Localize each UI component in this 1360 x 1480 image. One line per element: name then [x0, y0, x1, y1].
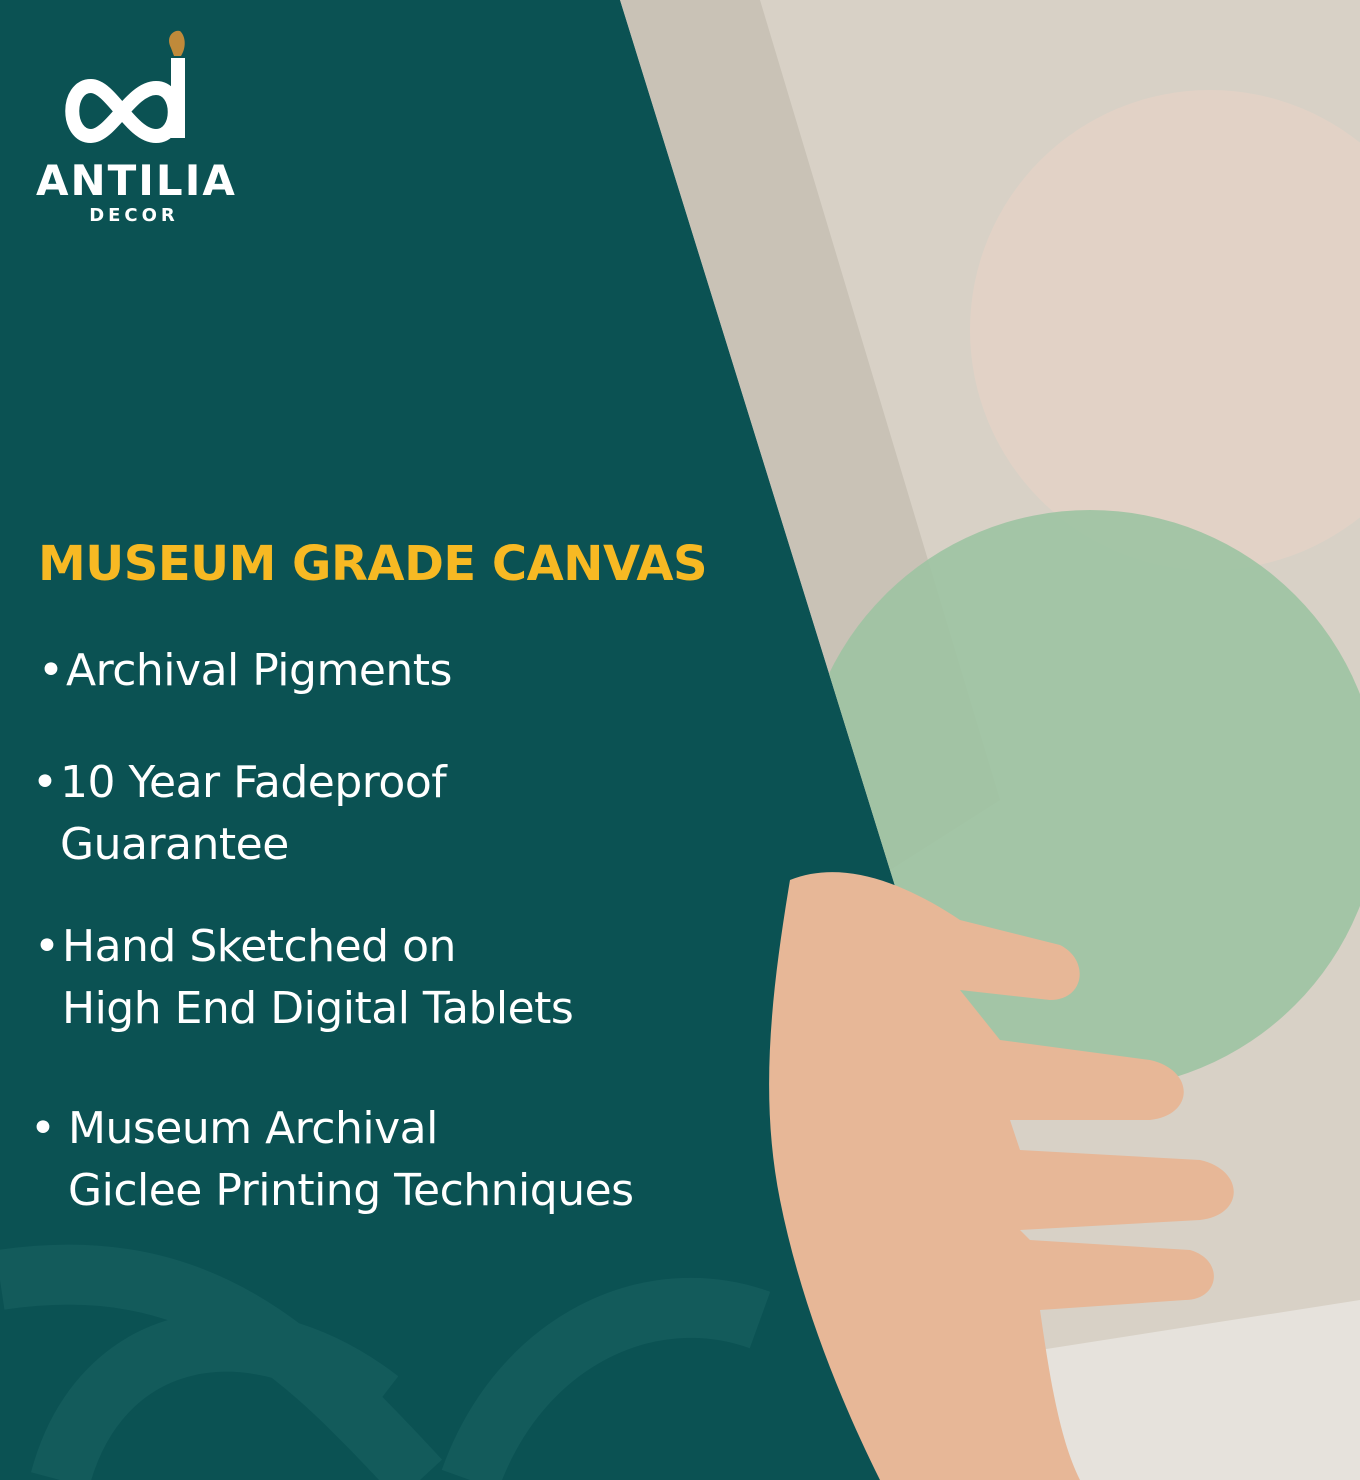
bullet-line: Guarantee — [60, 819, 289, 870]
brand-sub: DECOR — [89, 205, 179, 226]
headline: MUSEUM GRADE CANVAS — [38, 536, 708, 592]
bullet-item — [32, 752, 447, 876]
brand-name: ANTILIA — [36, 156, 237, 205]
bullet-dot: • — [32, 757, 58, 808]
bullet-line: 10 Year Fadeproof — [60, 757, 447, 808]
bullet-dot: • — [30, 1103, 56, 1154]
watermark-logo — [0, 1275, 760, 1480]
bullet-line: Museum Archival — [68, 1103, 438, 1154]
bullet-line: Archival Pigments — [66, 645, 452, 696]
bullet-line: Hand Sketched on — [62, 921, 456, 972]
bullet-dot: • — [38, 645, 64, 696]
bullet-item — [38, 640, 452, 702]
bullet-line: High End Digital Tablets — [62, 983, 574, 1034]
bullet-line: Giclee Printing Techniques — [68, 1165, 634, 1216]
bullet-dot: • — [34, 921, 60, 972]
bullet-item — [30, 1098, 634, 1222]
bullet-item — [34, 916, 574, 1040]
